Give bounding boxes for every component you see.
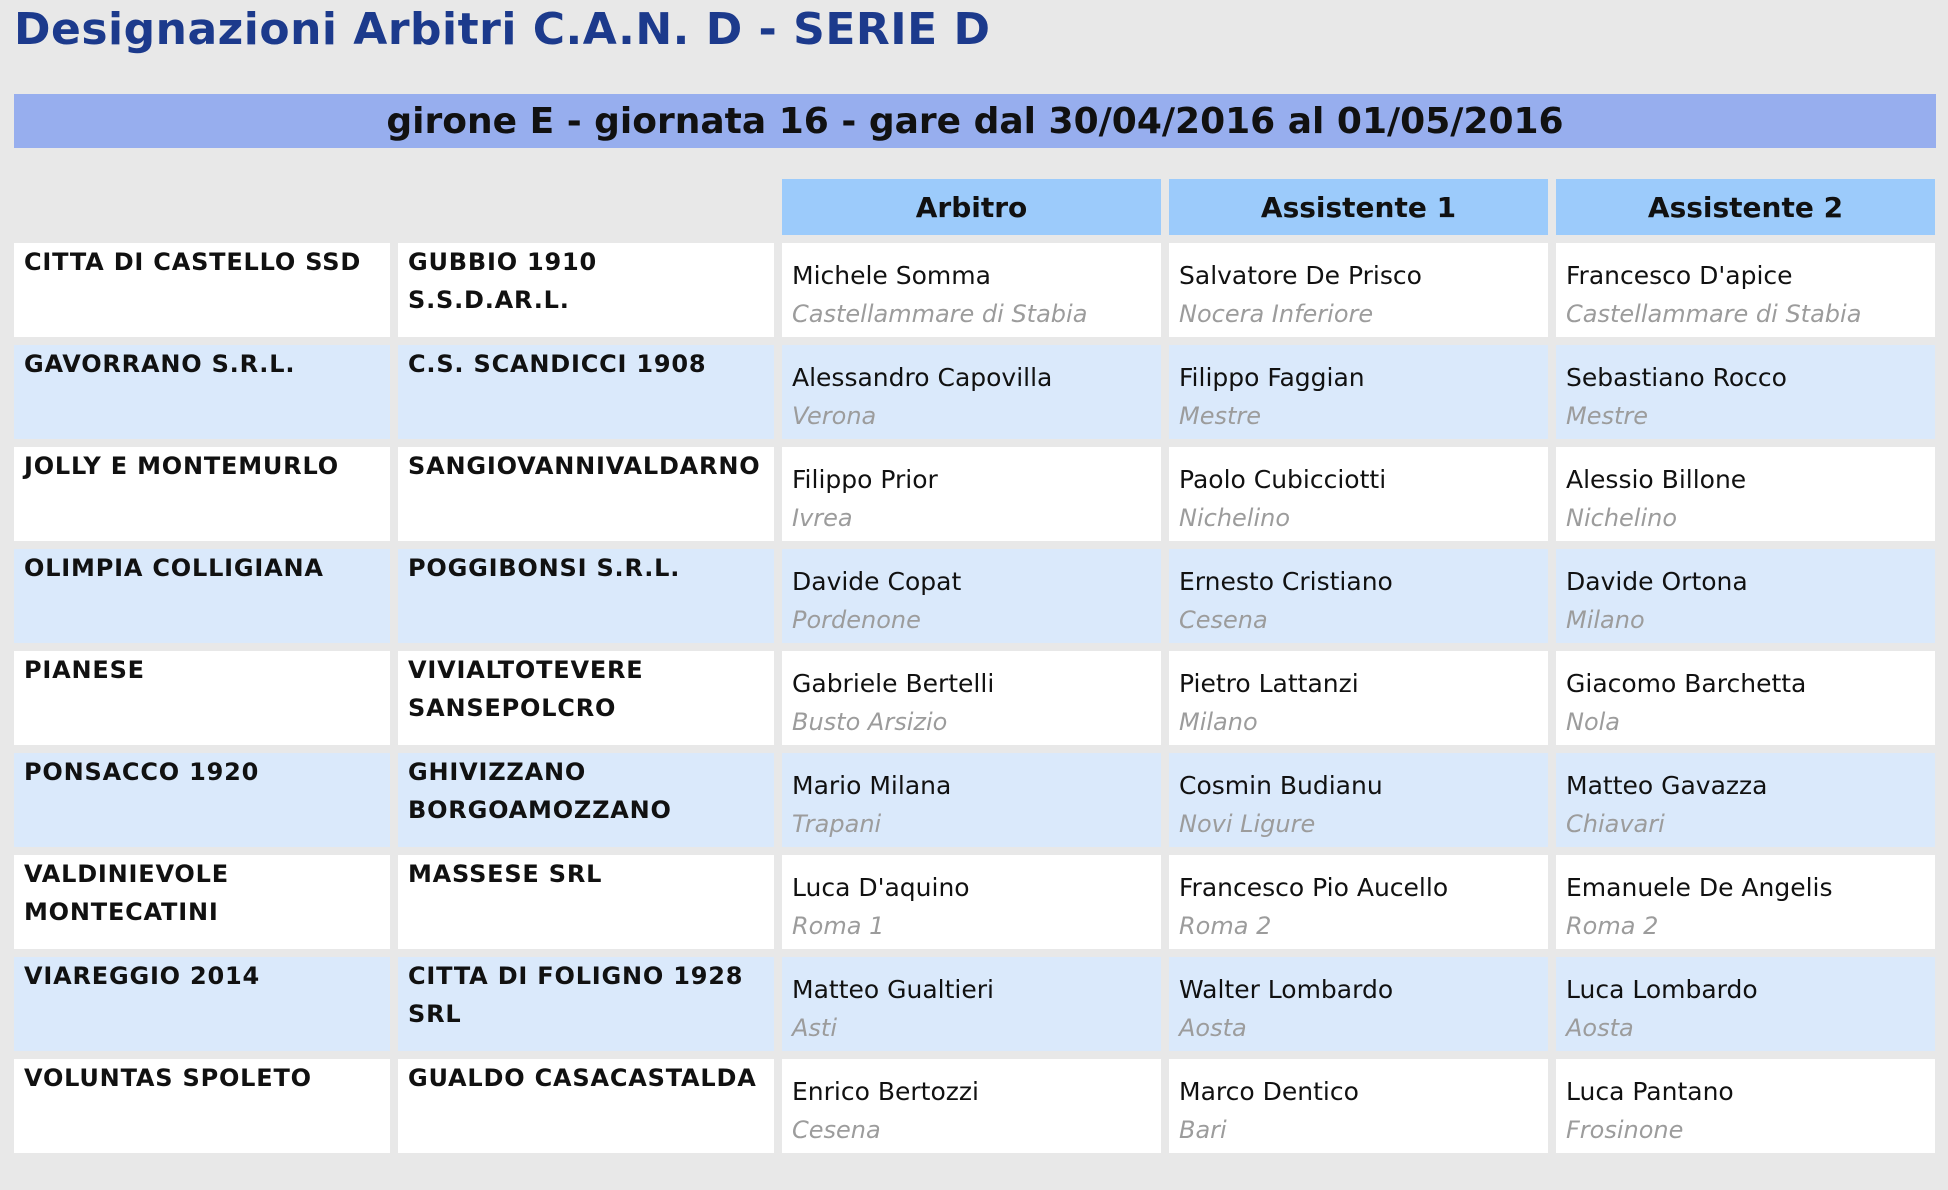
assistant-1-name: Pietro Lattanzi (1179, 669, 1359, 698)
assistant-2-name: Francesco D'apice (1566, 261, 1793, 290)
assistant-1-city: Nichelino (1179, 504, 1291, 532)
table-row (14, 345, 1935, 439)
referee-cell (782, 447, 1161, 541)
assistant-1-cell (1169, 345, 1548, 439)
round-banner: girone E - giornata 16 - gare dal 30/04/2016 al 01/05/2016 (14, 94, 1936, 148)
home-team: JOLLY E MONTEMURLO (14, 447, 390, 541)
assistant-1-cell (1169, 855, 1548, 949)
assistant-1-city: Milano (1179, 708, 1258, 736)
referee-name: Luca D'aquino (792, 873, 970, 902)
assistant-2-name: Emanuele De Angelis (1566, 873, 1833, 902)
designations-table (6, 171, 1943, 1161)
assistant-1-city: Nocera Inferiore (1179, 300, 1374, 328)
table-row (14, 1059, 1935, 1153)
assistant-1-name: Salvatore De Prisco (1179, 261, 1422, 290)
assistant-1-cell (1169, 1059, 1548, 1153)
assistant-2-city: Chiavari (1566, 810, 1665, 838)
home-team: PONSACCO 1920 (14, 753, 390, 847)
away-team: CITTA DI FOLIGNO 1928 SRL (398, 957, 774, 1051)
away-team: POGGIBONSI S.R.L. (398, 549, 774, 643)
referee-cell (782, 1059, 1161, 1153)
header-referee: Arbitro (782, 179, 1161, 235)
header-blank-away (398, 179, 774, 235)
assistant-2-city: Frosinone (1566, 1116, 1684, 1144)
home-team: GAVORRANO S.R.L. (14, 345, 390, 439)
assistant-2-city: Nichelino (1566, 504, 1678, 532)
referee-city: Pordenone (792, 606, 921, 634)
table-row (14, 651, 1935, 745)
assistant-2-city: Milano (1566, 606, 1645, 634)
referee-name: Davide Copat (792, 567, 962, 596)
referee-name: Matteo Gualtieri (792, 975, 994, 1004)
home-team: VOLUNTAS SPOLETO (14, 1059, 390, 1153)
home-team: CITTA DI CASTELLO SSD (14, 243, 390, 337)
assistant-2-city: Castellammare di Stabia (1566, 300, 1862, 328)
away-team: SANGIOVANNIVALDARNO (398, 447, 774, 541)
referee-city: Cesena (792, 1116, 881, 1144)
referee-name: Alessandro Capovilla (792, 363, 1053, 392)
assistant-1-city: Roma 2 (1179, 912, 1272, 940)
referee-name: Filippo Prior (792, 465, 938, 494)
assistant-1-cell (1169, 753, 1548, 847)
table-row (14, 957, 1935, 1051)
page-title: Designazioni Arbitri C.A.N. D - SERIE D (14, 4, 991, 55)
home-team: VALDINIEVOLE MONTECATINI (14, 855, 390, 949)
assistant-1-cell (1169, 957, 1548, 1051)
away-team: GUALDO CASACASTALDA (398, 1059, 774, 1153)
assistant-2-name: Davide Ortona (1566, 567, 1748, 596)
assistant-2-city: Mestre (1566, 402, 1649, 430)
header-blank-home (14, 179, 390, 235)
home-team: VIAREGGIO 2014 (14, 957, 390, 1051)
assistant-2-name: Luca Pantano (1566, 1077, 1734, 1106)
referee-cell (782, 243, 1161, 337)
referee-cell (782, 651, 1161, 745)
assistant-2-cell (1556, 855, 1935, 949)
assistant-2-name: Matteo Gavazza (1566, 771, 1768, 800)
referee-city: Asti (792, 1014, 837, 1042)
referee-name: Michele Somma (792, 261, 991, 290)
assistant-1-name: Cosmin Budianu (1179, 771, 1383, 800)
assistant-1-city: Aosta (1179, 1014, 1247, 1042)
assistant-2-name: Alessio Billone (1566, 465, 1747, 494)
referee-city: Verona (792, 402, 877, 430)
assistant-1-cell (1169, 549, 1548, 643)
referee-cell (782, 345, 1161, 439)
header-assistant-2: Assistente 2 (1556, 179, 1935, 235)
assistant-1-name: Walter Lombardo (1179, 975, 1394, 1004)
assistant-2-cell (1556, 1059, 1935, 1153)
assistant-2-cell (1556, 651, 1935, 745)
referee-city: Castellammare di Stabia (792, 300, 1088, 328)
assistant-1-name: Filippo Faggian (1179, 363, 1365, 392)
assistant-2-cell (1556, 549, 1935, 643)
referee-name: Gabriele Bertelli (792, 669, 995, 698)
assistant-2-cell (1556, 753, 1935, 847)
assistant-1-name: Francesco Pio Aucello (1179, 873, 1449, 902)
referee-name: Mario Milana (792, 771, 952, 800)
away-team: C.S. SCANDICCI 1908 (398, 345, 774, 439)
referee-city: Trapani (792, 810, 882, 838)
table-row (14, 753, 1935, 847)
assistant-1-name: Paolo Cubicciotti (1179, 465, 1387, 494)
assistant-1-city: Cesena (1179, 606, 1268, 634)
table-row (14, 243, 1935, 337)
assistant-1-name: Ernesto Cristiano (1179, 567, 1393, 596)
away-team: MASSESE SRL (398, 855, 774, 949)
referee-cell (782, 753, 1161, 847)
assistant-1-city: Mestre (1179, 402, 1262, 430)
home-team: PIANESE (14, 651, 390, 745)
table-row (14, 549, 1935, 643)
assistant-1-city: Novi Ligure (1179, 810, 1316, 838)
referee-cell (782, 549, 1161, 643)
assistant-2-cell (1556, 447, 1935, 541)
referee-cell (782, 957, 1161, 1051)
header-assistant-1: Assistente 1 (1169, 179, 1548, 235)
away-team: VIVIALTOTEVERE SANSEPOLCRO (398, 651, 774, 745)
referee-city: Roma 1 (792, 912, 885, 940)
referee-city: Ivrea (792, 504, 853, 532)
assistant-1-cell (1169, 243, 1548, 337)
referee-name: Enrico Bertozzi (792, 1077, 979, 1106)
away-team: GHIVIZZANO BORGOAMOZZANO (398, 753, 774, 847)
assistant-2-city: Nola (1566, 708, 1621, 736)
header-row (14, 179, 1935, 235)
assistant-2-name: Giacomo Barchetta (1566, 669, 1807, 698)
assistant-1-cell (1169, 651, 1548, 745)
assistant-2-name: Luca Lombardo (1566, 975, 1758, 1004)
table-row (14, 855, 1935, 949)
referee-cell (782, 855, 1161, 949)
assistant-2-cell (1556, 243, 1935, 337)
assistant-2-cell (1556, 345, 1935, 439)
table-row (14, 447, 1935, 541)
referee-city: Busto Arsizio (792, 708, 948, 736)
assistant-2-cell (1556, 957, 1935, 1051)
assistant-2-city: Roma 2 (1566, 912, 1659, 940)
assistant-2-name: Sebastiano Rocco (1566, 363, 1787, 392)
assistant-2-city: Aosta (1566, 1014, 1634, 1042)
assistant-1-name: Marco Dentico (1179, 1077, 1359, 1106)
assistant-1-city: Bari (1179, 1116, 1227, 1144)
away-team: GUBBIO 1910 S.S.D.AR.L. (398, 243, 774, 337)
home-team: OLIMPIA COLLIGIANA (14, 549, 390, 643)
assistant-1-cell (1169, 447, 1548, 541)
